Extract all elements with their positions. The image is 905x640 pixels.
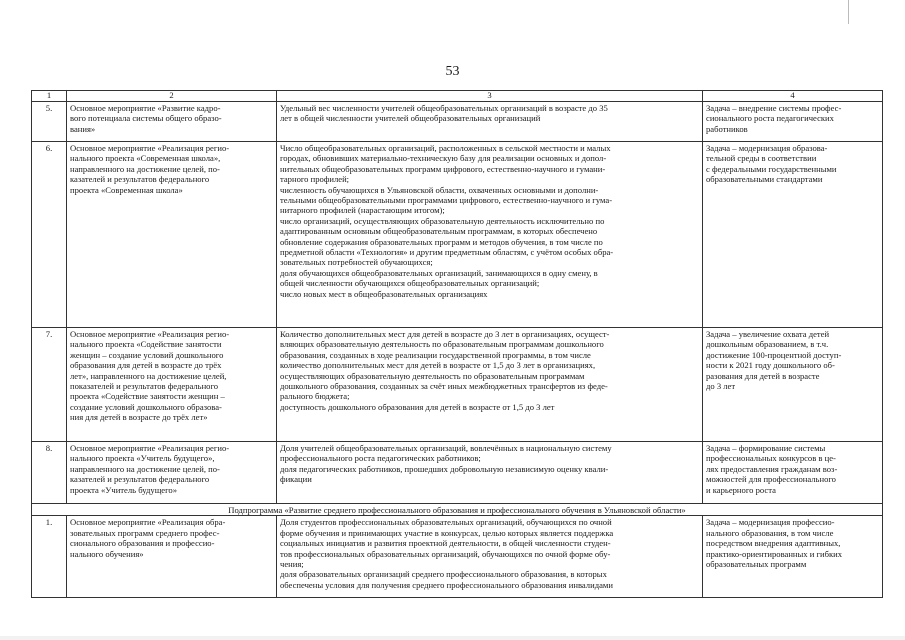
table-row	[32, 442, 883, 504]
indicators-cell-line: лет в общей численности учителей общеобразовательных организаций	[280, 113, 541, 124]
task-cell-line: работников	[706, 123, 748, 134]
indicators-cell-line: тов профессиональных образовательных организаций, обучающихся по очной форме обу-	[280, 548, 611, 559]
task-cell-line: профессиональных конкурсов в це-	[706, 453, 836, 464]
task-cell-line: дошкольным образованием, в т.ч.	[706, 339, 829, 350]
indicators-cell-line: зовательных потребностей обучающихся;	[280, 257, 433, 268]
row-number: 8.	[32, 442, 67, 504]
indicators-cell-line: рального бюджета;	[280, 391, 350, 402]
indicators-cell-line: фикации	[280, 474, 312, 485]
event-cell-line: нального проекта «Учитель будущего»,	[70, 453, 215, 464]
table-row	[32, 328, 883, 442]
indicators-cell	[277, 328, 703, 442]
task-cell-line: сионального роста педагогических	[706, 113, 834, 124]
scan-edge-mark	[848, 0, 849, 24]
subprogram-title: Подпрограмма «Развитие среднего профессионального образования и профессионального обучения в Ульяновской области»	[32, 504, 883, 516]
indicators-cell-line: нительных общеобразовательных программ цифрового, естественно-научного и гумани-	[280, 163, 606, 174]
task-cell-line: Задача – внедрение системы профес-	[706, 103, 842, 113]
program-table	[31, 90, 883, 598]
indicators-cell-line: образования, созданных в ходе реализации государственной программы, в том числе	[280, 349, 591, 360]
indicators-cell-line: количество дополнительных мест для детей в возрасте от 1,5 до 3 лет в организациях,	[280, 360, 596, 371]
task-cell-line: до 3 лет	[706, 381, 736, 392]
indicators-cell-line: доступность дошкольного образования для детей в возрасте от 1,5 до 3 лет	[280, 401, 555, 412]
event-cell-line: образования для детей в возрасте до трёх	[70, 360, 222, 371]
indicators-cell-line: Число общеобразовательных организаций, расположенных в сельской местности и малых	[280, 143, 611, 153]
scan-bottom-edge	[0, 636, 905, 640]
indicators-cell	[277, 516, 703, 598]
table-row	[32, 102, 883, 142]
indicators-cell-line: численность обучающихся в Ульяновской области, охваченных основными и дополни-	[280, 184, 599, 195]
indicators-cell-line: доля обучающихся общеобразовательных организаций, занимающихся в одну смену, в	[280, 267, 598, 278]
indicators-cell-line: Количество дополнительных мест для детей в возрасте до 3 лет в организациях, осущест-	[280, 329, 610, 339]
event-cell-line: ния для детей в возрасте до трёх лет»	[70, 412, 208, 423]
event-cell-line: проекта «Учитель будущего»	[70, 484, 178, 495]
task-cell-line: образовательными стандартами	[706, 174, 823, 185]
task-cell-line: образовательных программ	[706, 559, 807, 570]
indicators-cell-line: обновление содержания образовательных программ и методов обучения, в том числе по	[280, 236, 603, 247]
indicators-cell-line: дошкольного образования, созданных за счёт иных межбюджетных трансфертов из феде-	[280, 381, 608, 392]
event-cell	[67, 102, 277, 142]
task-cell-line: достижение 100-процентной доступ-	[706, 349, 842, 360]
column-header-row	[32, 91, 883, 102]
event-cell-line: казателей и результатов федерального	[70, 174, 210, 185]
event-cell-line: женщин – создание условий дошкольного	[70, 349, 224, 360]
task-cell-line: и карьерного роста	[706, 484, 776, 495]
event-cell-line: нального обучения»	[70, 548, 144, 559]
indicators-cell-line: осуществляющих образовательную деятельность по образовательным программам	[280, 370, 585, 381]
task-cell-line: разования для детей в возрасте	[706, 370, 820, 381]
indicators-cell-line: социальных инициатив и развития проектной деятельности, в общей численности студен-	[280, 538, 611, 549]
event-cell-line: Основное мероприятие «Развитие кадро-	[70, 103, 221, 113]
event-cell-line: Основное мероприятие «Реализация регио-	[70, 143, 230, 153]
indicators-cell-line: Удельный вес численности учителей общеобразовательных организаций в возрасте до 35	[280, 103, 608, 113]
event-cell-line: показателей и результатов федерального	[70, 381, 219, 392]
indicators-cell	[277, 442, 703, 504]
indicators-cell-line: предметной области «Технология» и другим предметным областям, с учётом особых обра-	[280, 247, 614, 258]
event-cell-line: нального проекта «Современная школа»,	[70, 153, 221, 164]
task-cell-line: ности к 2021 году дошкольного об-	[706, 360, 835, 371]
indicators-cell-line: Доля учителей общеобразовательных организаций, вовлечённых в национальную систему	[280, 443, 612, 453]
indicators-cell-line: Доля студентов профессиональных образовательных организаций, обучающихся по очной	[280, 517, 612, 528]
row-number: 6.	[32, 142, 67, 328]
indicators-cell-line: общей численности обучающихся общеобразовательных организаций;	[280, 278, 540, 289]
event-cell	[67, 142, 277, 328]
indicators-cell-line: число новых мест в общеобразовательных организациях	[280, 288, 488, 299]
indicators-cell-line: профессионального роста педагогических работников;	[280, 453, 481, 464]
indicators-cell-line: форме обучения и принимающих участие в конкурсах, целью которых является поддержка	[280, 527, 614, 538]
event-cell-line: Основное мероприятие «Реализация обра-	[70, 517, 226, 528]
indicators-cell-line: городах, обновивших материально-техническую базу для реализации основных и допол-	[280, 153, 607, 164]
event-cell-line: направленного на достижение целей, по-	[70, 163, 220, 174]
column-header-2: 2	[67, 91, 277, 102]
event-cell-line: зовательных программ среднего профес-	[70, 527, 220, 538]
task-cell	[703, 328, 883, 442]
event-cell	[67, 328, 277, 442]
event-cell	[67, 442, 277, 504]
row-number: 5.	[32, 102, 67, 142]
event-cell	[67, 516, 277, 598]
table-row	[32, 516, 883, 598]
page-number: 53	[445, 64, 460, 79]
table-body	[32, 91, 883, 598]
indicators-cell-line: число организаций, осуществляющих образовательную деятельность исключительно по	[280, 215, 605, 226]
event-cell-line: казателей и результатов федерального	[70, 474, 210, 485]
task-cell-line: тельной среды в соответствии	[706, 153, 817, 164]
indicators-cell	[277, 102, 703, 142]
task-cell-line: Задача – модернизация профессио-	[706, 517, 835, 528]
task-cell-line: Задача – формирование системы	[706, 443, 826, 453]
event-cell-line: сионального образования и профессио-	[70, 538, 215, 549]
event-cell-line: вания»	[70, 123, 96, 134]
indicators-cell-line: тарного профилей;	[280, 174, 350, 185]
task-cell	[703, 442, 883, 504]
row-number: 1.	[32, 516, 67, 598]
indicators-cell-line: адаптированным основным общеобразовательным программам, в которых обеспечено	[280, 226, 598, 237]
task-cell-line: Задача – увеличение охвата детей	[706, 329, 830, 339]
task-cell	[703, 142, 883, 328]
event-cell-line: лет», направленного на достижение целей,	[70, 370, 227, 381]
indicators-cell-line: обеспечены условия для получения среднего профессионального образования инвалидами	[280, 579, 613, 590]
task-cell-line: с федеральными государственными	[706, 163, 837, 174]
indicators-cell-line: вляющих образовательную деятельность по образовательным программам дошкольного	[280, 339, 604, 350]
event-cell-line: нального проекта «Содействие занятости	[70, 339, 222, 350]
indicators-cell-line: нитарного профилей (нарастающим итогом);	[280, 205, 445, 216]
indicators-cell-line: доля педагогических работников, прошедших добровольную независимую оценку квали-	[280, 463, 609, 474]
column-header-4: 4	[703, 91, 883, 102]
subprogram-row	[32, 504, 883, 516]
task-cell-line: Задача – модернизация образова-	[706, 143, 828, 153]
indicators-cell-line: чения;	[280, 559, 304, 570]
indicators-cell-line: доля образовательных организаций среднего профессионального образования, в которых	[280, 569, 607, 580]
task-cell	[703, 102, 883, 142]
table-row	[32, 142, 883, 328]
column-header-1: 1	[32, 91, 67, 102]
task-cell-line: лях предоставления гражданам воз-	[706, 463, 838, 474]
event-cell-line: создание условий дошкольного образова-	[70, 401, 222, 412]
event-cell-line: Основное мероприятие «Реализация регио-	[70, 443, 230, 453]
indicators-cell	[277, 142, 703, 328]
event-cell-line: вого потенциала системы общего образо-	[70, 113, 222, 124]
event-cell-line: Основное мероприятие «Реализация регио-	[70, 329, 230, 339]
indicators-cell-line: тельными общеобразовательными программами цифрового, естественно-научного и гума-	[280, 195, 613, 206]
task-cell-line: практико-ориентированных и гибких	[706, 548, 843, 559]
event-cell-line: проекта «Современная школа»	[70, 184, 183, 195]
column-header-3: 3	[277, 91, 703, 102]
task-cell	[703, 516, 883, 598]
event-cell-line: проекта «Содействие занятости женщин –	[70, 391, 225, 402]
task-cell-line: посредством внедрения адаптивных,	[706, 538, 841, 549]
task-cell-line: можностей для профессионального	[706, 474, 836, 485]
event-cell-line: направленного на достижение целей, по-	[70, 463, 220, 474]
task-cell-line: нального образования, в том числе	[706, 527, 834, 538]
row-number: 7.	[32, 328, 67, 442]
